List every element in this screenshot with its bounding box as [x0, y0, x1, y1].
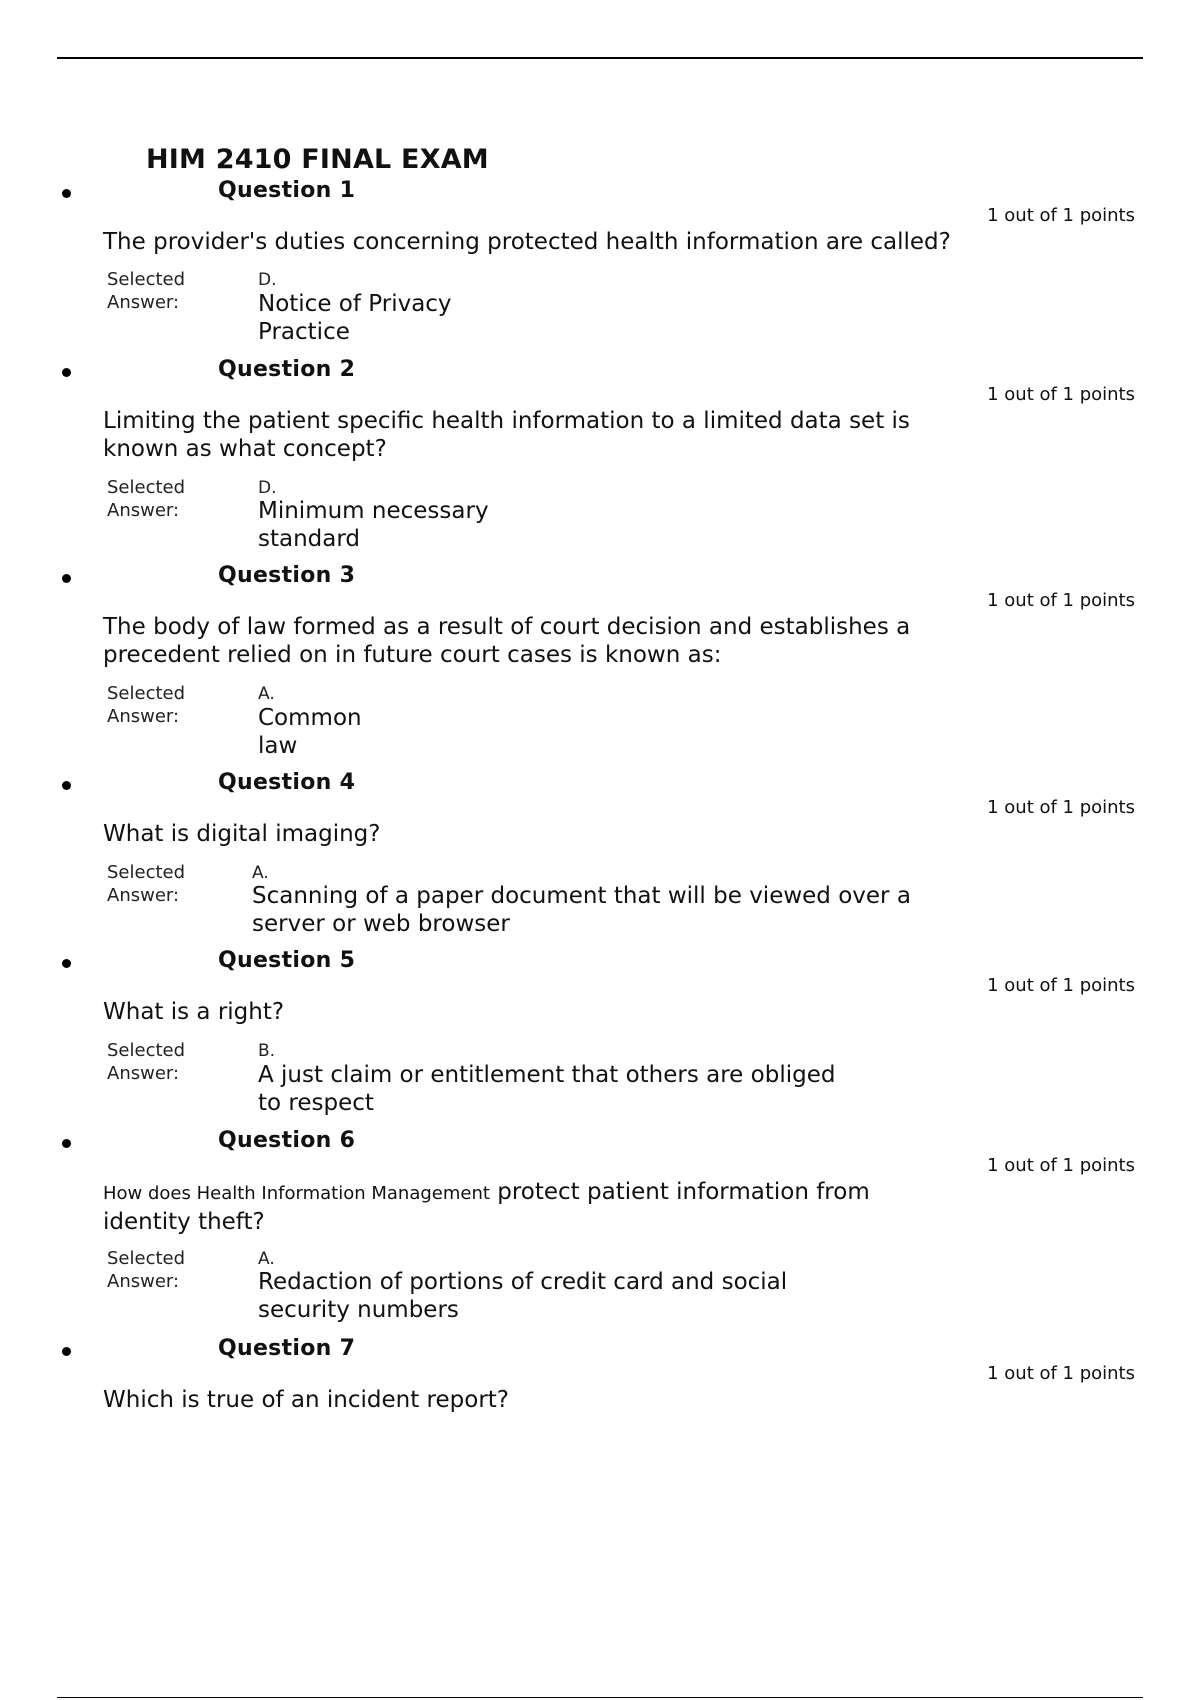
selected-answer-label-line2: Answer:	[107, 706, 180, 727]
bullet-icon	[62, 959, 71, 968]
selected-answer-label-line1: Selected	[107, 269, 186, 290]
selected-answer-label-line2: Answer:	[107, 1063, 180, 1084]
question-label: Question 3	[218, 563, 356, 588]
question-text-line: What is a right?	[103, 999, 285, 1025]
answer-text-line2: Practice	[258, 319, 350, 345]
selected-answer-label-line1: Selected	[107, 862, 186, 883]
selected-answer-label	[107, 268, 185, 314]
answer-letter: A.	[252, 863, 269, 883]
bullet-icon	[62, 189, 71, 198]
selected-answer-label-line2: Answer:	[107, 885, 180, 906]
selected-answer-label-line2: Answer:	[107, 500, 180, 521]
answer-text-line2: law	[258, 733, 298, 759]
question-text-line2: known as what concept?	[103, 436, 387, 462]
question-text	[103, 820, 983, 848]
answer-text-line1: Common	[258, 705, 362, 731]
question-text-line: Which is true of an incident report?	[103, 1387, 510, 1413]
answer-text	[258, 290, 452, 346]
answer-text-line2: standard	[258, 526, 361, 552]
question-text-line1: The body of law formed as a result of court decision and establishes a	[103, 614, 911, 640]
selected-answer-label	[107, 861, 185, 907]
question-text-small: How does Health Information Management	[103, 1183, 490, 1204]
answer-text-line2: to respect	[258, 1090, 374, 1116]
selected-answer-label	[107, 1247, 185, 1293]
answer-text-line1: A just claim or entitlement that others are obliged	[258, 1062, 836, 1088]
bullet-icon	[62, 574, 71, 583]
bullet-icon	[62, 368, 71, 377]
question-text	[103, 407, 983, 463]
question-label: Question 5	[218, 948, 356, 973]
answer-text	[258, 704, 362, 760]
answer-letter: B.	[258, 1041, 276, 1061]
question-text-rest: protect patient information from	[489, 1179, 870, 1205]
answer-text-line1: Notice of Privacy	[258, 291, 452, 317]
selected-answer-label-line2: Answer:	[107, 1271, 180, 1292]
exam-title: HIM 2410 FINAL EXAM	[146, 144, 489, 175]
answer-text-line2: server or web browser	[252, 911, 510, 937]
selected-answer-label-line1: Selected	[107, 1248, 186, 1269]
answer-text	[258, 497, 489, 553]
question-label: Question 2	[218, 357, 356, 382]
question-text	[103, 1386, 983, 1414]
answer-text-line1: Minimum necessary	[258, 498, 489, 524]
answer-letter: A.	[258, 684, 275, 704]
selected-answer-label-line2: Answer:	[107, 292, 180, 313]
question-text	[103, 1178, 983, 1236]
question-label: Question 4	[218, 770, 356, 795]
question-points: 1 out of 1 points	[987, 205, 1135, 226]
answer-text	[258, 1061, 835, 1117]
answer-letter: A.	[258, 1249, 275, 1269]
question-text	[103, 998, 983, 1026]
selected-answer-label-line1: Selected	[107, 1040, 186, 1061]
question-label: Question 6	[218, 1128, 356, 1153]
question-text	[103, 613, 983, 669]
bullet-icon	[62, 781, 71, 790]
bullet-icon	[62, 1347, 71, 1356]
selected-answer-label	[107, 682, 185, 728]
question-points: 1 out of 1 points	[987, 975, 1135, 996]
answer-text-line1: Scanning of a paper document that will be viewed over a	[252, 883, 911, 909]
selected-answer-label	[107, 1039, 185, 1085]
question-label: Question 1	[218, 178, 356, 203]
question-points: 1 out of 1 points	[987, 384, 1135, 405]
question-text-line: What is digital imaging?	[103, 821, 381, 847]
selected-answer-label-line1: Selected	[107, 477, 186, 498]
question-points: 1 out of 1 points	[987, 590, 1135, 611]
answer-letter: D.	[258, 270, 277, 290]
question-text-line: The provider's duties concerning protected health information are called?	[103, 229, 951, 255]
question-text	[103, 228, 983, 256]
bullet-icon	[62, 1139, 71, 1148]
answer-text-line1: Redaction of portions of credit card and social	[258, 1269, 788, 1295]
selected-answer-label	[107, 476, 185, 522]
question-text-line1	[103, 1178, 983, 1208]
question-points: 1 out of 1 points	[987, 1155, 1135, 1176]
top-rule	[57, 57, 1143, 59]
answer-text	[252, 882, 911, 938]
bottom-rule	[57, 1697, 1143, 1698]
question-text-line2: precedent relied on in future court cases is known as:	[103, 642, 722, 668]
question-text-line1: Limiting the patient specific health information to a limited data set is	[103, 408, 910, 434]
question-text-line2: identity theft?	[103, 1209, 265, 1235]
question-points: 1 out of 1 points	[987, 797, 1135, 818]
answer-text-line2: security numbers	[258, 1297, 459, 1323]
question-points: 1 out of 1 points	[987, 1363, 1135, 1384]
selected-answer-label-line1: Selected	[107, 683, 186, 704]
answer-text	[258, 1268, 787, 1324]
question-label: Question 7	[218, 1336, 356, 1361]
answer-letter: D.	[258, 478, 277, 498]
